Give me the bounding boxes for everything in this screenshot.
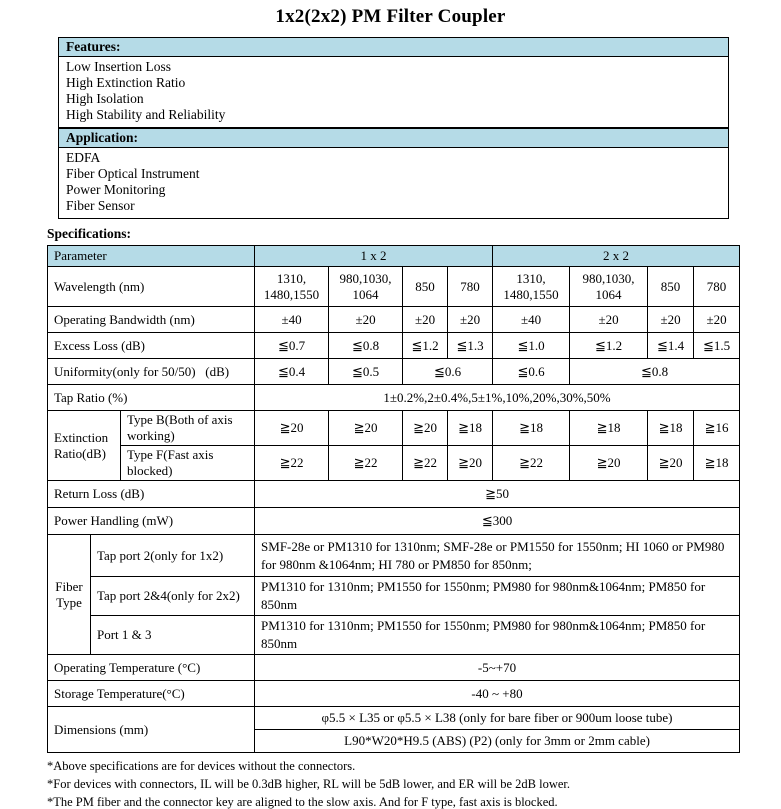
sub-param-label: Tap port 2(only for 1x2): [91, 535, 255, 577]
value-cell: ≦0.7: [255, 333, 329, 359]
footnote: *The PM fiber and the connector key are aligned to the slow axis. And for F type, fast axis is blocked.: [47, 795, 558, 809]
extinction-type-f-row: [48, 446, 740, 481]
tap-ratio-row: [48, 385, 740, 411]
param-label: Operating Temperature (°C): [48, 655, 255, 681]
value-cell: ≦1.3: [448, 333, 493, 359]
value-cell: ≦1.0: [493, 333, 570, 359]
value-cell: ±40: [493, 307, 570, 333]
specifications-table: [47, 245, 740, 753]
value-cell: ±20: [329, 307, 403, 333]
value-cell: 1310, 1480,1550: [493, 267, 570, 307]
value-cell: ≧18: [570, 411, 648, 446]
value-cell: -5~+70: [255, 655, 740, 681]
value-cell: ±20: [648, 307, 694, 333]
value-cell: ≦300: [255, 508, 740, 535]
value-cell: ±20: [403, 307, 448, 333]
value-cell: ≦0.8: [329, 333, 403, 359]
value-cell: ≧20: [403, 411, 448, 446]
value-cell: PM1310 for 1310nm; PM1550 for 1550nm; PM980 for 980nm&1064nm; PM850 for 850nm: [255, 616, 740, 655]
feature-item: High Stability and Reliability: [66, 107, 226, 122]
application-list: [58, 148, 729, 219]
value-cell: ≧22: [493, 446, 570, 481]
feature-item: Low Insertion Loss: [66, 59, 171, 74]
value-cell: ≦0.4: [255, 359, 329, 385]
value-cell: ≧50: [255, 481, 740, 508]
value-cell: ≦0.6: [493, 359, 570, 385]
value-cell: ≦1.2: [570, 333, 648, 359]
features-application-box: [58, 37, 729, 219]
header-2x2: 2 x 2: [493, 246, 740, 267]
value-cell: ≦0.6: [403, 359, 493, 385]
features-list: [58, 57, 729, 128]
application-header: Application:: [58, 128, 729, 148]
value-cell: ≧18: [493, 411, 570, 446]
sub-param-label: Tap port 2&4(only for 2x2): [91, 577, 255, 616]
sub-param-label: Type F(Fast axis blocked): [121, 446, 255, 481]
fiber-type-row-2: [48, 577, 740, 616]
value-cell: ±20: [694, 307, 740, 333]
value-cell: ≧16: [694, 411, 740, 446]
value-cell: PM1310 for 1310nm; PM1550 for 1550nm; PM980 for 980nm&1064nm; PM850 for 850nm: [255, 577, 740, 616]
storage-temperature-row: [48, 681, 740, 707]
feature-item: High Extinction Ratio: [66, 75, 186, 90]
param-label: Fiber Type: [48, 535, 91, 655]
value-cell: ≧18: [648, 411, 694, 446]
sub-param-label: Port 1 & 3: [91, 616, 255, 655]
value-cell: ≧22: [255, 446, 329, 481]
value-cell: ±20: [448, 307, 493, 333]
value-cell: 850: [403, 267, 448, 307]
value-cell: ±40: [255, 307, 329, 333]
feature-item: High Isolation: [66, 91, 144, 106]
value-cell: ≧20: [255, 411, 329, 446]
bandwidth-row: [48, 307, 740, 333]
value-cell: SMF-28e or PM1310 for 1310nm; SMF-28e or PM1550 for 1550nm; HI 1060 or PM980 for 980nm &1064nm; HI 780 or PM850 for 850nm;: [255, 535, 740, 577]
extinction-type-b-row: [48, 411, 740, 446]
value-cell: ≦0.5: [329, 359, 403, 385]
header-1x2: 1 x 2: [255, 246, 493, 267]
param-label: Excess Loss (dB): [48, 333, 255, 359]
value-cell: 780: [694, 267, 740, 307]
value-cell: 780: [448, 267, 493, 307]
param-label: Uniformity(only for 50/50) (dB): [48, 359, 255, 385]
param-label: Operating Bandwidth (nm): [48, 307, 255, 333]
footnote: *For devices with connectors, IL will be 0.3dB higher, RL will be 5dB lower, and ER will be 2dB lower.: [47, 777, 570, 791]
param-label: Storage Temperature(°C): [48, 681, 255, 707]
value-cell: -40 ~ +80: [255, 681, 740, 707]
specifications-label: Specifications:: [47, 226, 131, 241]
dimensions-row-1: [48, 707, 740, 730]
value-cell: L90*W20*H9.5 (ABS) (P2) (only for 3mm or 2mm cable): [255, 730, 740, 753]
fiber-type-row-3: [48, 616, 740, 655]
value-cell: ≧20: [448, 446, 493, 481]
value-cell: 1±0.2%,2±0.4%,5±1%,10%,20%,30%,50%: [255, 385, 740, 411]
param-label: Power Handling (mW): [48, 508, 255, 535]
features-header: Features:: [58, 37, 729, 57]
value-cell: ≧20: [570, 446, 648, 481]
page-title: 1x2(2x2) PM Filter Coupler: [275, 6, 506, 27]
application-item: Fiber Optical Instrument: [66, 166, 200, 181]
value-cell: ±20: [570, 307, 648, 333]
value-cell: ≦1.4: [648, 333, 694, 359]
value-cell: ≧22: [329, 446, 403, 481]
value-cell: 980,1030, 1064: [570, 267, 648, 307]
footnote: *Above specifications are for devices without the connectors.: [47, 759, 356, 773]
value-cell: ≧20: [648, 446, 694, 481]
param-label: Return Loss (dB): [48, 481, 255, 508]
value-cell: 850: [648, 267, 694, 307]
return-loss-row: [48, 481, 740, 508]
header-parameter: Parameter: [48, 246, 255, 267]
value-cell: ≧22: [403, 446, 448, 481]
wavelength-row: [48, 267, 740, 307]
param-label: Dimensions (mm): [48, 707, 255, 753]
application-item: EDFA: [66, 150, 101, 165]
value-cell: ≧20: [329, 411, 403, 446]
value-cell: φ5.5 × L35 or φ5.5 × L38 (only for bare fiber or 900um loose tube): [255, 707, 740, 730]
value-cell: ≦1.2: [403, 333, 448, 359]
table-header-row: [48, 246, 740, 267]
uniformity-row: [48, 359, 740, 385]
sub-param-label: Type B(Both of axis working): [121, 411, 255, 446]
fiber-type-row-1: [48, 535, 740, 577]
param-label: Tap Ratio (%): [48, 385, 255, 411]
value-cell: ≧18: [694, 446, 740, 481]
application-item: Power Monitoring: [66, 182, 166, 197]
power-handling-row: [48, 508, 740, 535]
value-cell: 980,1030, 1064: [329, 267, 403, 307]
value-cell: ≦1.5: [694, 333, 740, 359]
excess-loss-row: [48, 333, 740, 359]
operating-temperature-row: [48, 655, 740, 681]
value-cell: ≦0.8: [570, 359, 740, 385]
application-item: Fiber Sensor: [66, 198, 135, 213]
value-cell: ≧18: [448, 411, 493, 446]
param-label: Extinction Ratio(dB): [48, 411, 121, 481]
value-cell: 1310, 1480,1550: [255, 267, 329, 307]
param-label: Wavelength (nm): [48, 267, 255, 307]
